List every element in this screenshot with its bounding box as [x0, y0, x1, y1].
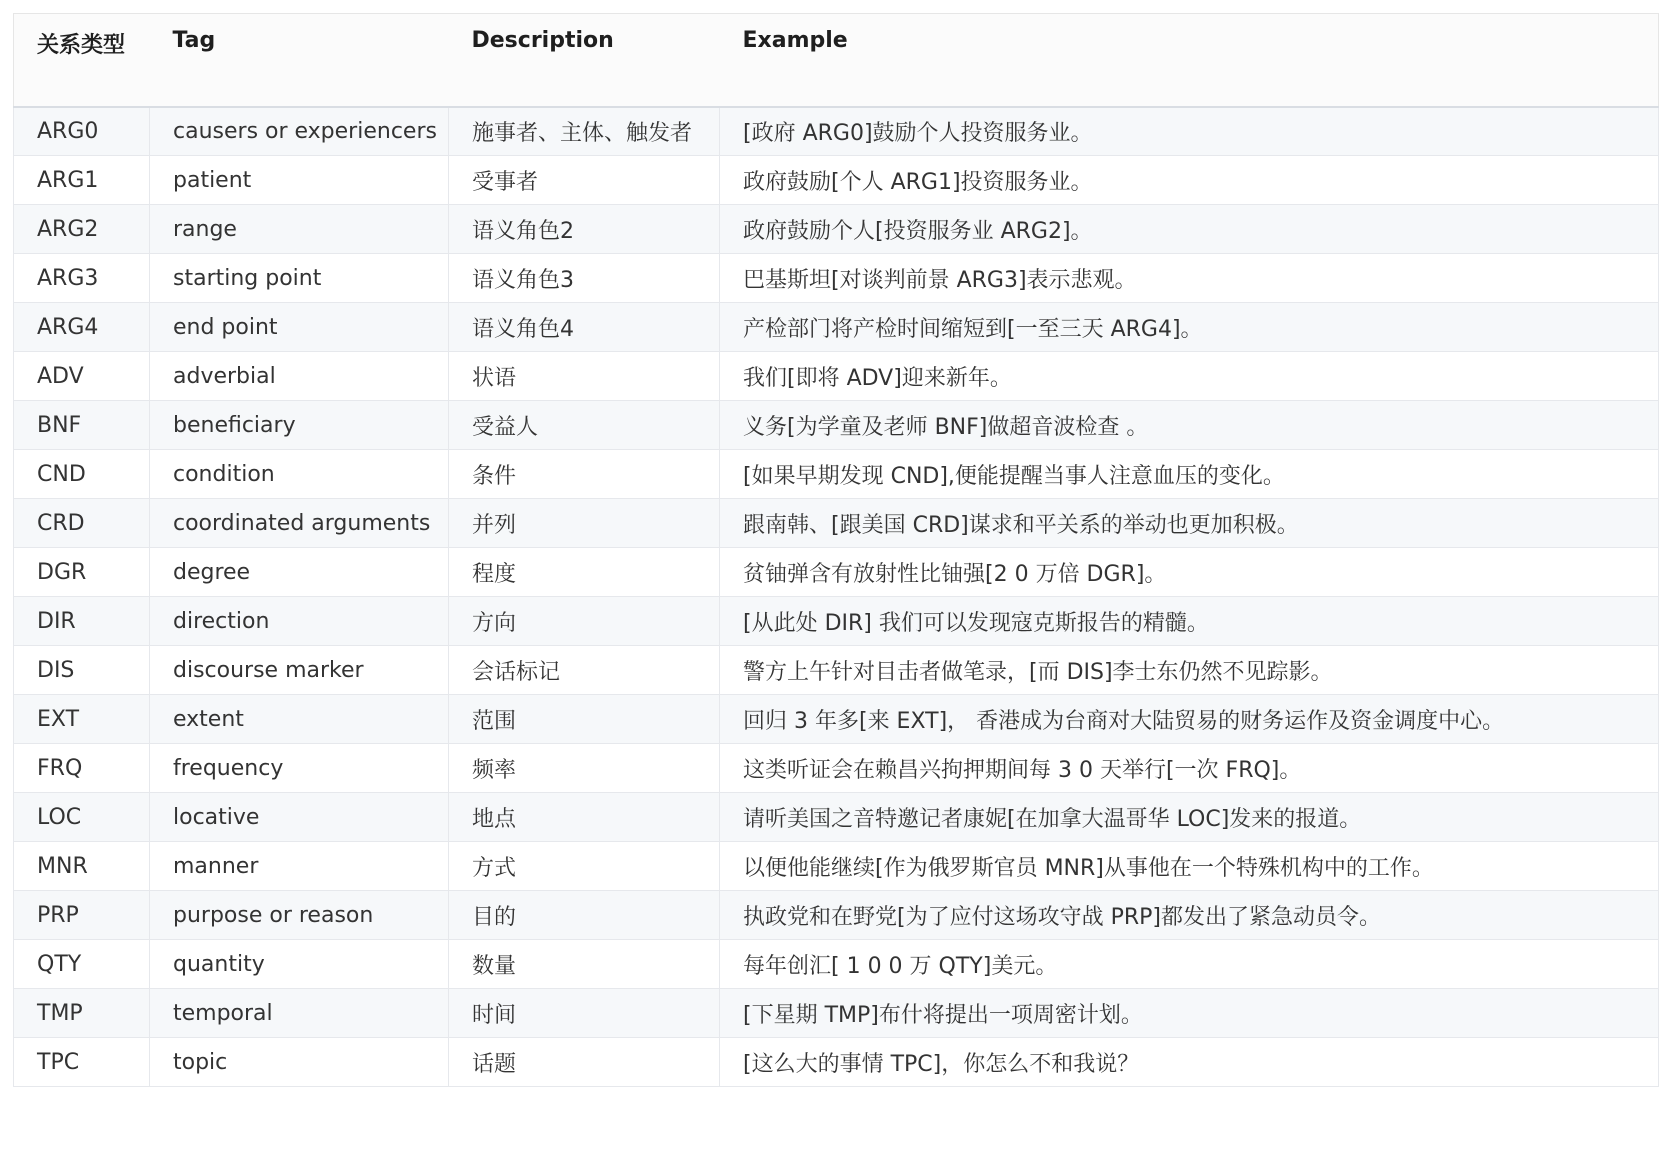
cell-example: 请听美国之音特邀记者康妮[在加拿大温哥华 LOC]发来的报道。	[720, 793, 1659, 842]
cell-description: 程度	[449, 548, 720, 597]
cell-relation-type: CND	[14, 450, 150, 499]
cell-description: 受益人	[449, 401, 720, 450]
cell-relation-type: PRP	[14, 891, 150, 940]
cell-description: 目的	[449, 891, 720, 940]
cell-example: [如果早期发现 CND],便能提醒当事人注意血压的变化。	[720, 450, 1659, 499]
table-row	[14, 107, 1659, 156]
cell-relation-type: DIS	[14, 646, 150, 695]
cell-description: 范围	[449, 695, 720, 744]
cell-relation-type: ADV	[14, 352, 150, 401]
cell-tag: direction	[150, 597, 449, 646]
cell-description: 施事者、主体、触发者	[449, 107, 720, 156]
header-description: Description	[449, 14, 720, 107]
header-example: Example	[720, 14, 1659, 107]
cell-example: 产检部门将产检时间缩短到[一至三天 ARG4]。	[720, 303, 1659, 352]
cell-tag: topic	[150, 1038, 449, 1087]
table-row	[14, 450, 1659, 499]
semantic-role-table-container	[13, 13, 1658, 1087]
cell-tag: extent	[150, 695, 449, 744]
cell-tag: causers or experiencers	[150, 107, 449, 156]
cell-tag: coordinated arguments	[150, 499, 449, 548]
cell-relation-type: ARG0	[14, 107, 150, 156]
table-row	[14, 793, 1659, 842]
table-row	[14, 401, 1659, 450]
cell-relation-type: DGR	[14, 548, 150, 597]
table-row	[14, 499, 1659, 548]
header-relation-type: 关系类型	[14, 14, 150, 107]
cell-tag: degree	[150, 548, 449, 597]
cell-relation-type: QTY	[14, 940, 150, 989]
cell-example: 政府鼓励[个人 ARG1]投资服务业。	[720, 156, 1659, 205]
cell-relation-type: ARG1	[14, 156, 150, 205]
table-row	[14, 989, 1659, 1038]
cell-relation-type: ARG3	[14, 254, 150, 303]
table-row	[14, 940, 1659, 989]
cell-relation-type: FRQ	[14, 744, 150, 793]
cell-description: 方向	[449, 597, 720, 646]
cell-tag: frequency	[150, 744, 449, 793]
cell-tag: patient	[150, 156, 449, 205]
cell-example: 警方上午针对目击者做笔录，[而 DIS]李士东仍然不见踪影。	[720, 646, 1659, 695]
cell-example: 巴基斯坦[对谈判前景 ARG3]表示悲观。	[720, 254, 1659, 303]
header-tag: Tag	[150, 14, 449, 107]
cell-relation-type: BNF	[14, 401, 150, 450]
cell-tag: end point	[150, 303, 449, 352]
cell-tag: purpose or reason	[150, 891, 449, 940]
cell-description: 语义角色2	[449, 205, 720, 254]
cell-relation-type: EXT	[14, 695, 150, 744]
cell-example: 回归 3 年多[来 EXT]， 香港成为台商对大陆贸易的财务运作及资金调度中心。	[720, 695, 1659, 744]
cell-tag: condition	[150, 450, 449, 499]
table-row	[14, 254, 1659, 303]
cell-relation-type: LOC	[14, 793, 150, 842]
cell-example: 执政党和在野党[为了应付这场攻守战 PRP]都发出了紧急动员令。	[720, 891, 1659, 940]
table-row	[14, 156, 1659, 205]
cell-description: 地点	[449, 793, 720, 842]
table-body	[14, 107, 1659, 1087]
cell-description: 方式	[449, 842, 720, 891]
cell-description: 话题	[449, 1038, 720, 1087]
table-row	[14, 842, 1659, 891]
cell-example: 这类听证会在赖昌兴拘押期间每 3 0 天举行[一次 FRQ]。	[720, 744, 1659, 793]
cell-example: [政府 ARG0]鼓励个人投资服务业。	[720, 107, 1659, 156]
cell-tag: discourse marker	[150, 646, 449, 695]
cell-relation-type: ARG2	[14, 205, 150, 254]
cell-description: 条件	[449, 450, 720, 499]
cell-tag: temporal	[150, 989, 449, 1038]
cell-description: 并列	[449, 499, 720, 548]
cell-tag: locative	[150, 793, 449, 842]
cell-tag: range	[150, 205, 449, 254]
header-row	[14, 14, 1659, 107]
cell-description: 受事者	[449, 156, 720, 205]
cell-example: [这么大的事情 TPC]，你怎么不和我说？	[720, 1038, 1659, 1087]
table-row	[14, 646, 1659, 695]
cell-example: 贫铀弹含有放射性比铀强[2 0 万倍 DGR]。	[720, 548, 1659, 597]
cell-example: 以便他能继续[作为俄罗斯官员 MNR]从事他在一个特殊机构中的工作。	[720, 842, 1659, 891]
cell-example: 我们[即将 ADV]迎来新年。	[720, 352, 1659, 401]
table-row	[14, 352, 1659, 401]
table-row	[14, 205, 1659, 254]
cell-description: 频率	[449, 744, 720, 793]
cell-example: 政府鼓励个人[投资服务业 ARG2]。	[720, 205, 1659, 254]
table-row	[14, 695, 1659, 744]
cell-example: [从此处 DIR] 我们可以发现寇克斯报告的精髓。	[720, 597, 1659, 646]
cell-tag: starting point	[150, 254, 449, 303]
cell-relation-type: TPC	[14, 1038, 150, 1087]
cell-tag: quantity	[150, 940, 449, 989]
semantic-role-table	[13, 13, 1659, 1087]
cell-example: 义务[为学童及老师 BNF]做超音波检查 。	[720, 401, 1659, 450]
cell-relation-type: ARG4	[14, 303, 150, 352]
cell-relation-type: DIR	[14, 597, 150, 646]
table-row	[14, 303, 1659, 352]
cell-tag: beneficiary	[150, 401, 449, 450]
table-row	[14, 1038, 1659, 1087]
cell-example: 跟南韩、[跟美国 CRD]谋求和平关系的举动也更加积极。	[720, 499, 1659, 548]
table-row	[14, 744, 1659, 793]
cell-description: 语义角色4	[449, 303, 720, 352]
cell-description: 状语	[449, 352, 720, 401]
cell-description: 语义角色3	[449, 254, 720, 303]
table-row	[14, 597, 1659, 646]
table-row	[14, 891, 1659, 940]
cell-example: 每年创汇[ 1 0 0 万 QTY]美元。	[720, 940, 1659, 989]
cell-description: 数量	[449, 940, 720, 989]
cell-description: 会话标记	[449, 646, 720, 695]
cell-relation-type: CRD	[14, 499, 150, 548]
cell-relation-type: MNR	[14, 842, 150, 891]
table-header	[14, 14, 1659, 107]
cell-example: [下星期 TMP]布什将提出一项周密计划。	[720, 989, 1659, 1038]
cell-relation-type: TMP	[14, 989, 150, 1038]
table-row	[14, 548, 1659, 597]
cell-tag: adverbial	[150, 352, 449, 401]
cell-tag: manner	[150, 842, 449, 891]
cell-description: 时间	[449, 989, 720, 1038]
